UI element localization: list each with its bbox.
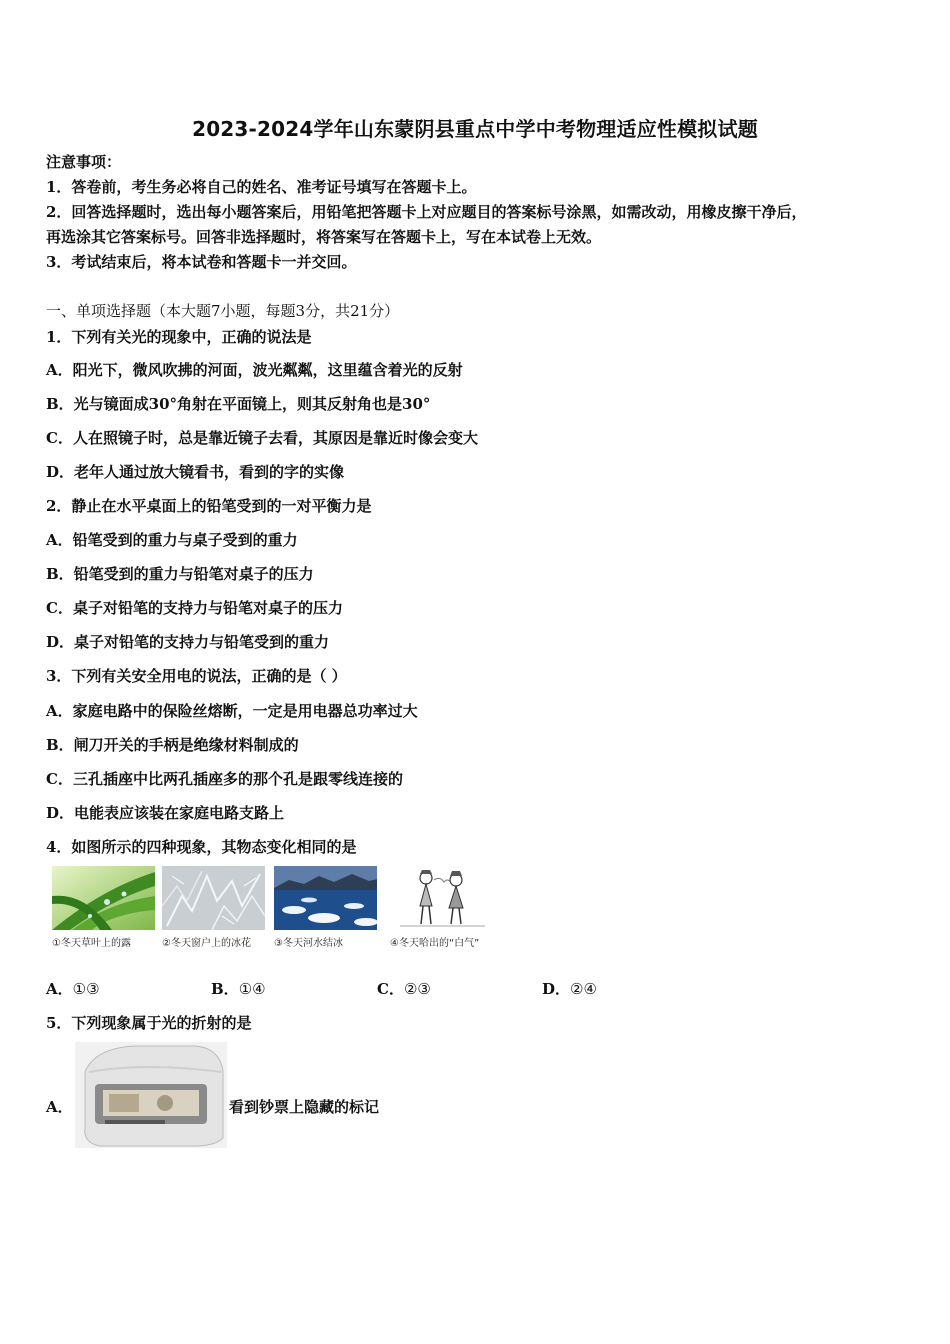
answer-option: C．三孔插座中比两孔插座多的那个孔是跟零线连接的 bbox=[46, 770, 403, 788]
question-stem: 5．下列现象属于光的折射的是 bbox=[46, 1014, 252, 1032]
answer-option: D．桌子对铅笔的支持力与铅笔受到的重力 bbox=[46, 633, 330, 651]
answer-option: C．桌子对铅笔的支持力与铅笔对桌子的压力 bbox=[46, 599, 343, 617]
choice-value: ②③ bbox=[403, 980, 431, 998]
answer-option: B．光与镜面成30°角射在平面镜上，则其反射角也是30° bbox=[46, 395, 431, 413]
notice-heading: 注意事项： bbox=[46, 153, 122, 171]
exam-title: 2023-2024学年山东蒙阴县重点中学中考物理适应性模拟试题 bbox=[192, 117, 758, 141]
question-stem: 1．下列有关光的现象中，正确的说法是 bbox=[46, 328, 312, 346]
choice-label: D． bbox=[542, 980, 571, 998]
choice-d bbox=[542, 978, 597, 999]
choice-c bbox=[377, 978, 431, 999]
notice-item: 3．考试结束后，将本试卷和答题卡一并交回。 bbox=[46, 253, 357, 271]
banknote-detector-image bbox=[75, 1042, 227, 1148]
answer-option: B．铅笔受到的重力与铅笔对桌子的压力 bbox=[46, 565, 314, 583]
figure-river-ice bbox=[274, 866, 377, 950]
notice-item: 1．答卷前，考生务必将自己的姓名、准考证号填写在答题卡上。 bbox=[46, 178, 477, 196]
answer-option: A．家庭电路中的保险丝熔断，一定是用电器总功率过大 bbox=[46, 702, 418, 720]
notice-item: 2．回答选择题时，选出每小题答案后，用铅笔把答题卡上对应题目的答案标号涂黑，如需改动，用橡皮擦干净后， bbox=[46, 203, 807, 221]
figure-caption: ②冬天窗户上的冰花 bbox=[162, 938, 251, 949]
figure-caption: ④冬天哈出的“白气” bbox=[390, 938, 480, 949]
figure-frost bbox=[162, 866, 265, 950]
answer-option-text: 看到钞票上隐藏的标记 bbox=[229, 1098, 380, 1116]
window-frost-image bbox=[162, 866, 265, 930]
figure-caption: ③冬天河水结冰 bbox=[274, 938, 343, 949]
choice-b bbox=[211, 978, 266, 999]
answer-option: A．阳光下，微风吹拂的河面，波光粼粼，这里蕴含着光的反射 bbox=[46, 361, 463, 379]
choice-value: ①③ bbox=[72, 980, 100, 998]
answer-option-label: A． bbox=[46, 1098, 73, 1116]
choice-value: ①④ bbox=[238, 980, 266, 998]
question-stem: 3．下列有关安全用电的说法，正确的是（ ） bbox=[46, 667, 347, 685]
frozen-river-image bbox=[274, 866, 377, 930]
figure-caption: ①冬天草叶上的露 bbox=[52, 938, 131, 949]
figure-white-breath bbox=[390, 866, 493, 950]
answer-option: C．人在照镜子时，总是靠近镜子去看，其原因是靠近时像会变大 bbox=[46, 429, 478, 447]
answer-option: A．铅笔受到的重力与桌子受到的重力 bbox=[46, 531, 298, 549]
section-heading: 一、单项选择题（本大题7小题，每题3分，共21分） bbox=[46, 302, 400, 320]
question-stem: 2．静止在水平桌面上的铅笔受到的一对平衡力是 bbox=[46, 497, 372, 515]
answer-option: B．闸刀开关的手柄是绝缘材料制成的 bbox=[46, 736, 299, 754]
answer-option: D．老年人通过放大镜看书，看到的字的实像 bbox=[46, 463, 345, 481]
choice-label: C． bbox=[377, 980, 404, 998]
dew-on-grass-image bbox=[52, 866, 155, 930]
choice-value: ②④ bbox=[570, 980, 597, 998]
choice-label: A． bbox=[46, 980, 73, 998]
answer-option: D．电能表应该装在家庭电路支路上 bbox=[46, 804, 285, 822]
choice-a bbox=[46, 978, 100, 999]
figure-dew bbox=[52, 866, 155, 950]
q4-figure-row bbox=[48, 866, 498, 956]
question-stem: 4．如图所示的四种现象，其物态变化相同的是 bbox=[46, 838, 357, 856]
notice-item: 再选涂其它答案标号。回答非选择题时，将答案写在答题卡上，写在本试卷上无效。 bbox=[46, 228, 602, 246]
choice-label: B． bbox=[211, 980, 239, 998]
breath-fog-image bbox=[390, 866, 493, 930]
